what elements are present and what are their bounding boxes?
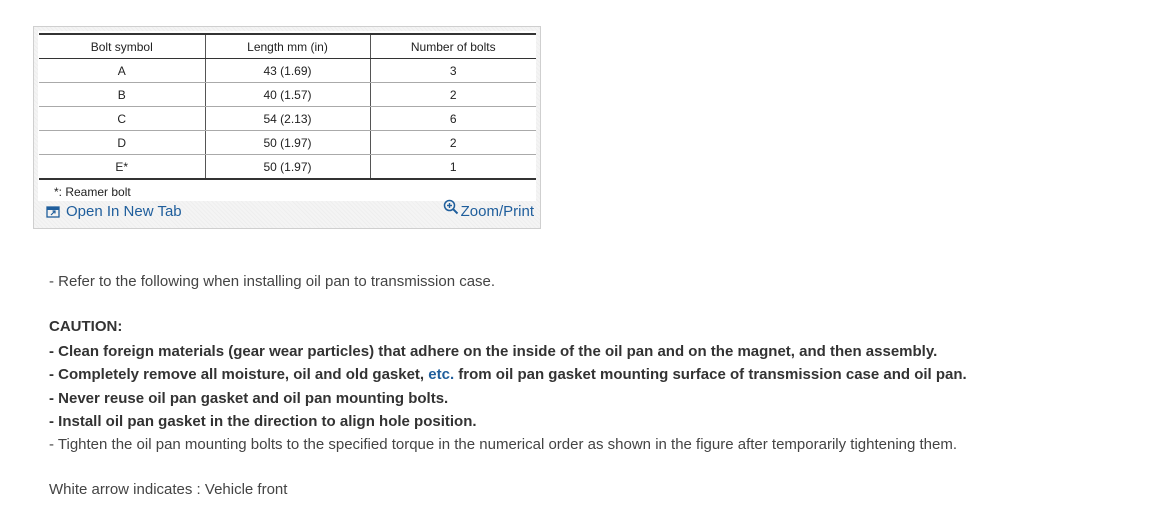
table-row [39,131,536,155]
bolt-table-figure [38,31,536,201]
arrow-note: White arrow indicates : Vehicle front [49,481,288,498]
table-header-row [39,34,536,59]
length-cell: 54 (2.13) [205,107,370,131]
count-cell: 2 [370,131,536,155]
count-cell: 1 [370,155,536,180]
caution-item: - Clean foreign materials (gear wear particles) that adhere on the inside of the oil pan and on the magnet, and then assembly. [49,343,938,360]
install-instruction: - Refer to the following when installing oil pan to transmission case. [49,273,496,290]
bolt-symbol-cell: E* [39,155,205,180]
table-row [39,107,536,131]
header-number-of-bolts: Number of bolts [370,34,536,59]
open-in-new-tab-link[interactable] [46,203,182,220]
bolt-symbol-cell: A [39,59,205,83]
figure-container [33,26,541,229]
bolt-table [39,33,536,180]
tighten-instruction: - Tighten the oil pan mounting bolts to the specified torque in the numerical order as shown in the figure after temporarily tightening them. [49,436,958,453]
new-tab-icon [46,205,60,219]
figure-links [46,203,534,223]
table-row [39,83,536,107]
bolt-symbol-cell: D [39,131,205,155]
caution-item: - Never reuse oil pan gasket and oil pan mounting bolts. [49,390,449,407]
caution-item-text: from oil pan gasket mounting surface of transmission case and oil pan. [454,366,967,383]
header-bolt-symbol: Bolt symbol [39,34,205,59]
length-cell: 40 (1.57) [205,83,370,107]
zoom-in-icon [443,199,459,215]
table-row [39,59,536,83]
table-footnote: *: Reamer bolt [54,185,131,199]
length-cell: 43 (1.69) [205,59,370,83]
table-row [39,155,536,180]
caution-title: CAUTION: [49,318,123,335]
header-length: Length mm (in) [205,34,370,59]
count-cell: 2 [370,83,536,107]
count-cell: 6 [370,107,536,131]
length-cell: 50 (1.97) [205,131,370,155]
etc-link[interactable]: etc. [428,366,455,383]
caution-item [49,366,1129,383]
zoom-print-link[interactable] [443,199,534,220]
count-cell: 3 [370,59,536,83]
zoom-print-label: Zoom/Print [460,203,534,220]
caution-item: - Install oil pan gasket in the direction to align hole position. [49,413,477,430]
bolt-symbol-cell: C [39,107,205,131]
open-in-new-tab-label: Open In New Tab [66,203,182,220]
length-cell: 50 (1.97) [205,155,370,180]
caution-item-text: - Completely remove all moisture, oil and old gasket, [49,366,429,383]
bolt-symbol-cell: B [39,83,205,107]
